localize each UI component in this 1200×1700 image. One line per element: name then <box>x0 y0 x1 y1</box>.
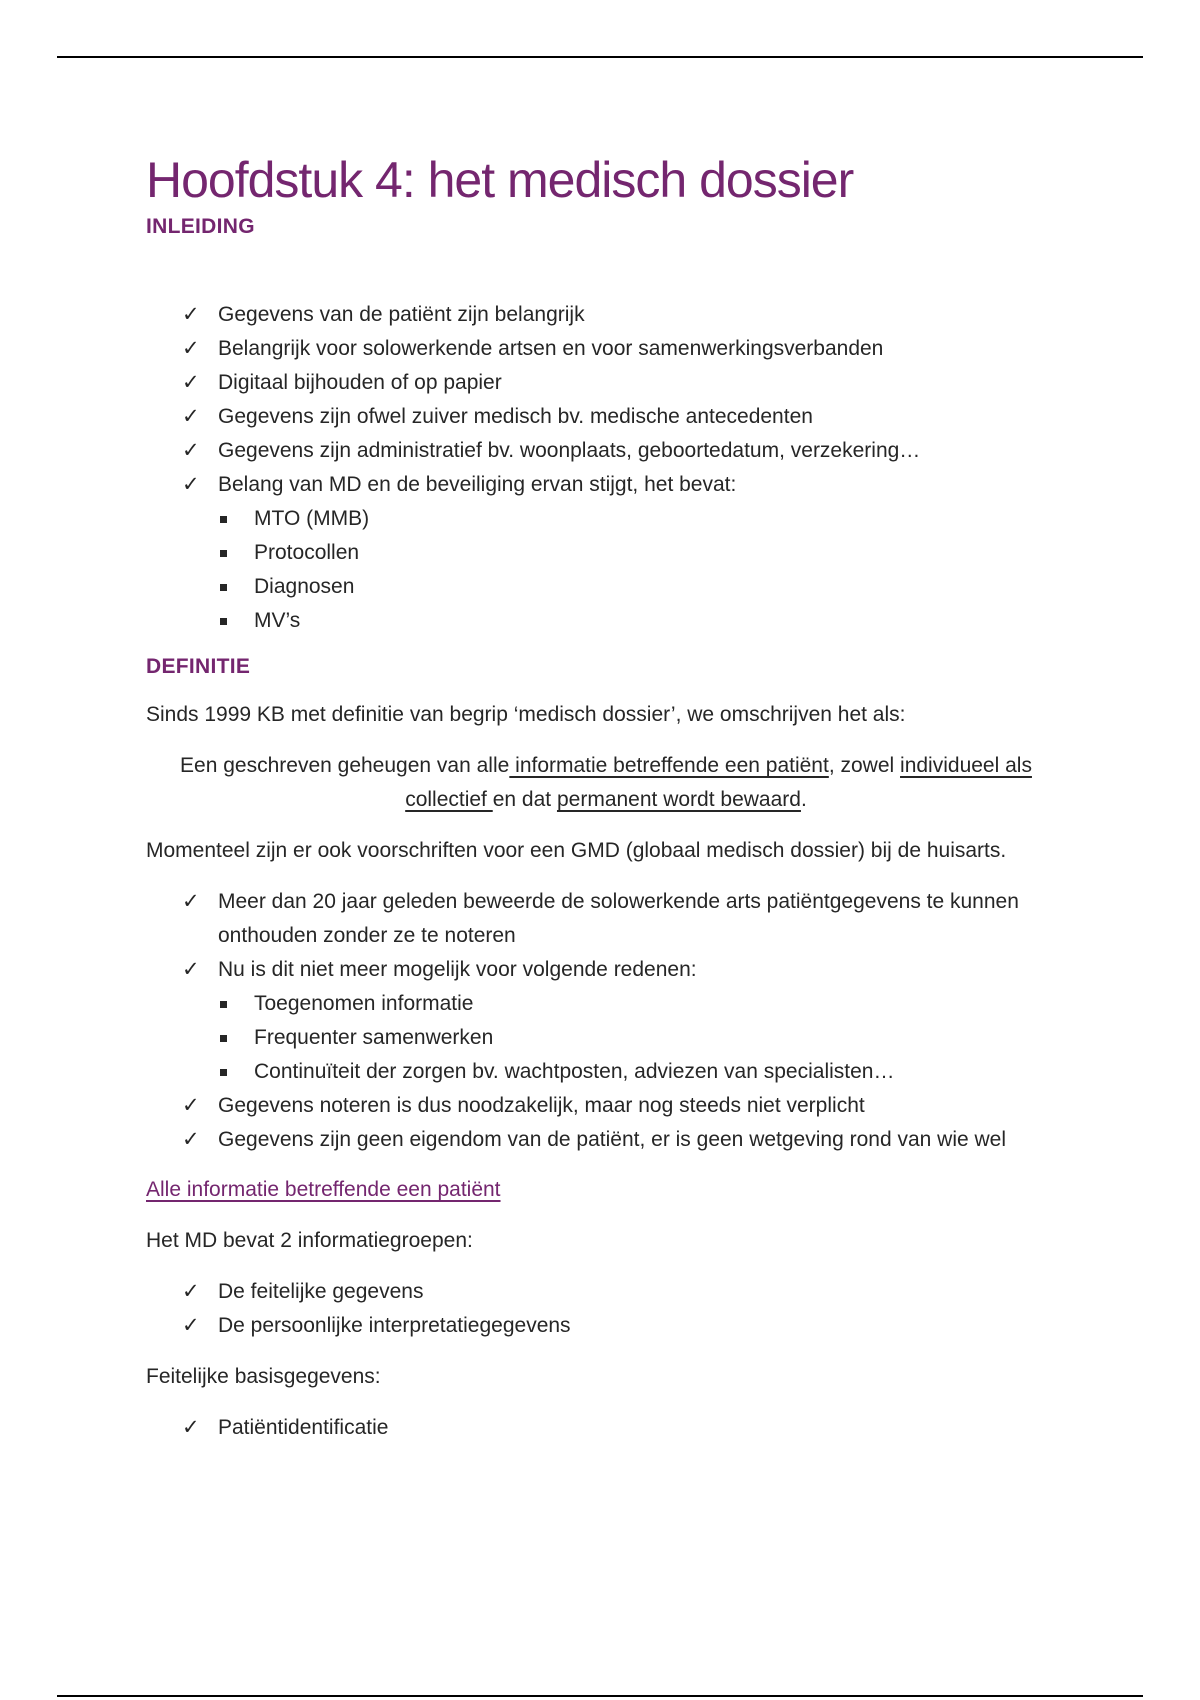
sub-list-item: MV’s <box>218 604 1066 638</box>
top-rule <box>57 56 1143 58</box>
sub-list-item: Toegenomen informatie <box>218 987 1066 1021</box>
check-icon: ✓ <box>182 1094 200 1117</box>
check-icon: ✓ <box>182 958 200 981</box>
section-heading-inleiding: INLEIDING <box>146 215 255 238</box>
sub-list-item: Diagnosen <box>218 570 1066 604</box>
basis-intro: Feitelijke basisgegevens: <box>146 1365 381 1388</box>
square-bullet-icon <box>220 516 227 523</box>
definitie-sublist <box>146 987 1066 1089</box>
list-item: ✓ Belang van MD en de beveiliging ervan stijgt, het bevat: <box>182 468 1066 502</box>
sub-list-item: Frequenter samenwerken <box>218 1021 1066 1055</box>
sub-list-item: Continuïteit der zorgen bv. wachtposten, adviezen van specialisten… <box>218 1055 1066 1089</box>
definitie-list <box>146 885 1066 987</box>
gmd-paragraph: Momenteel zijn er ook voorschriften voor een GMD (globaal medisch dossier) bij de huisarts. <box>146 839 1007 862</box>
sub-list-item: MTO (MMB) <box>218 502 1066 536</box>
list-item: ✓ Patiëntidentificatie <box>182 1411 1066 1445</box>
square-bullet-icon <box>220 1069 227 1076</box>
square-bullet-icon <box>220 1035 227 1042</box>
list-item: ✓ Gegevens noteren is dus noodzakelijk, maar nog steeds niet verplicht <box>182 1089 1066 1123</box>
list-item: ✓ Digitaal bijhouden of op papier <box>182 366 1066 400</box>
basis-list <box>146 1411 1066 1445</box>
check-icon: ✓ <box>182 1314 200 1337</box>
square-bullet-icon <box>220 584 227 591</box>
list-item: ✓ Gegevens zijn administratief bv. woonplaats, geboortedatum, verzekering… <box>182 434 1066 468</box>
check-icon: ✓ <box>182 1128 200 1151</box>
definitie-list-2 <box>146 1089 1066 1157</box>
check-icon: ✓ <box>182 371 200 394</box>
list-item: ✓ Gegevens van de patiënt zijn belangrijk <box>182 298 1066 332</box>
check-icon: ✓ <box>182 405 200 428</box>
check-icon: ✓ <box>182 439 200 462</box>
check-icon: ✓ <box>182 303 200 326</box>
check-icon: ✓ <box>182 1416 200 1439</box>
info-list <box>146 1275 1066 1343</box>
list-item: ✓ Meer dan 20 jaar geleden beweerde de solowerkende arts patiëntgegevens te kunnen onthouden zonder ze te noteren <box>182 885 1066 953</box>
list-item: ✓ De persoonlijke interpretatiegegevens <box>182 1309 1066 1343</box>
check-icon: ✓ <box>182 890 200 913</box>
definitie-intro: Sinds 1999 KB met definitie van begrip ‘medisch dossier’, we omschrijven het als: <box>146 703 906 726</box>
document-body <box>146 148 1066 1445</box>
list-item: ✓ Belangrijk voor solowerkende artsen en voor samenwerkingsverbanden <box>182 332 1066 366</box>
info-heading-link[interactable]: Alle informatie betreffende een patiënt <box>146 1178 501 1201</box>
list-item: ✓ Gegevens zijn ofwel zuiver medisch bv. medische antecedenten <box>182 400 1066 434</box>
definition-statement: Een geschreven geheugen van alle informatie betreffende een patiënt, zowel individueel als collectief en dat permanent wordt bewaard. <box>180 754 1032 811</box>
square-bullet-icon <box>220 550 227 557</box>
sub-list-item: Protocollen <box>218 536 1066 570</box>
inleiding-list <box>146 298 1066 502</box>
check-icon: ✓ <box>182 1280 200 1303</box>
section-heading-definitie: DEFINITIE <box>146 655 251 678</box>
list-item: ✓ De feitelijke gegevens <box>182 1275 1066 1309</box>
check-icon: ✓ <box>182 337 200 360</box>
check-icon: ✓ <box>182 473 200 496</box>
inleiding-sublist <box>146 502 1066 638</box>
list-item: ✓ Nu is dit niet meer mogelijk voor volgende redenen: <box>182 953 1066 987</box>
bottom-rule <box>57 1695 1143 1697</box>
info-intro: Het MD bevat 2 informatiegroepen: <box>146 1229 473 1252</box>
page-title: Hoofdstuk 4: het medisch dossier <box>146 152 854 208</box>
list-item: ✓ Gegevens zijn geen eigendom van de patiënt, er is geen wetgeving rond van wie wel <box>182 1123 1066 1157</box>
square-bullet-icon <box>220 1001 227 1008</box>
square-bullet-icon <box>220 618 227 625</box>
